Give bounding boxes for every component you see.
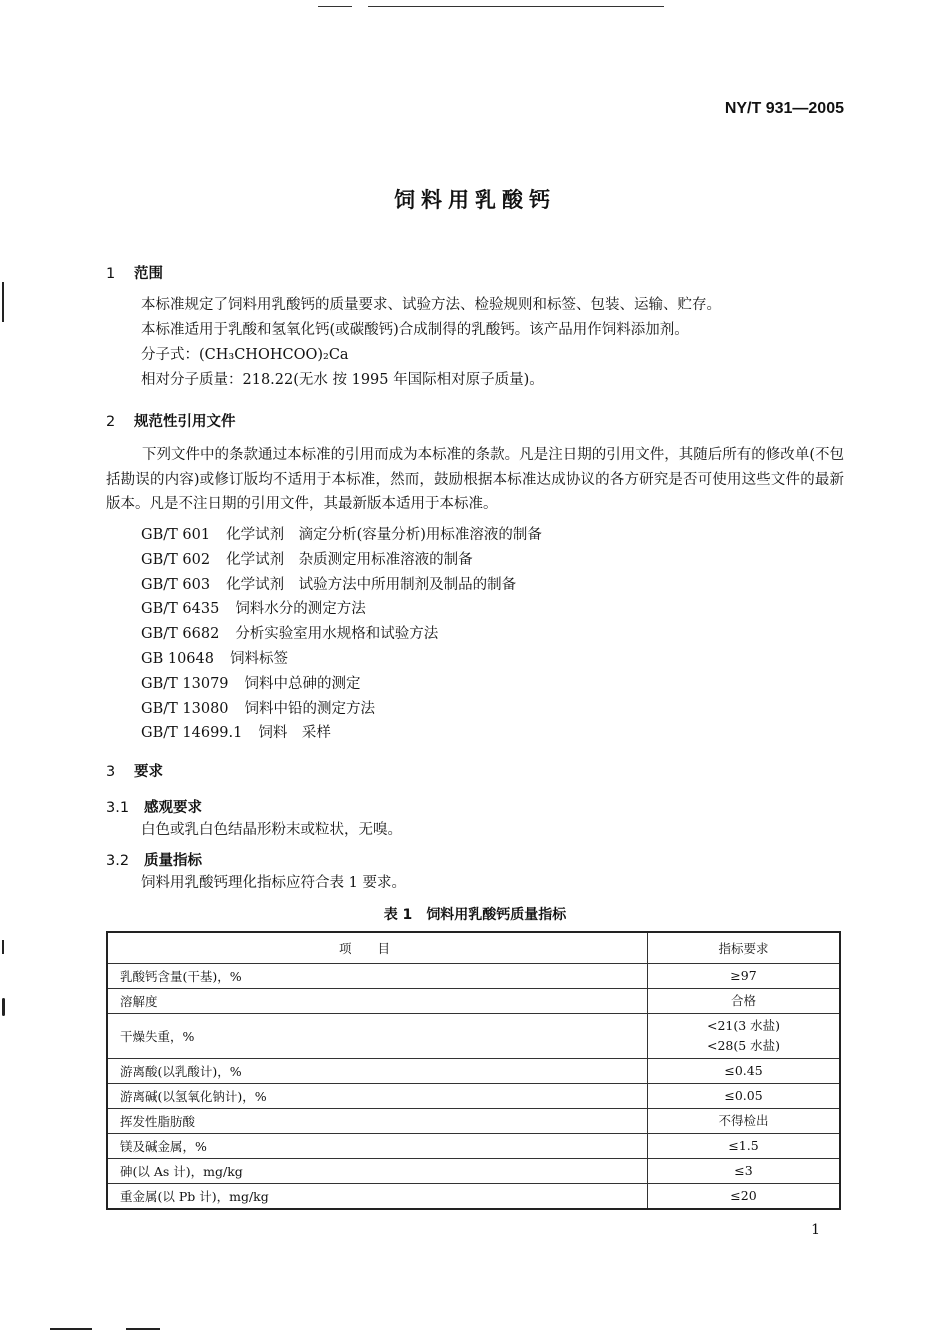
reference-list (141, 523, 542, 746)
section-title: 感观要求 (144, 800, 202, 816)
value-line: <21(3 水盐) (706, 1018, 781, 1033)
section-2-heading (106, 410, 236, 431)
value-cell: 不得检出 (648, 1109, 841, 1134)
item-cell: 重金属(以 Pb 计)，mg/kg (107, 1184, 648, 1210)
table-caption (0, 904, 950, 924)
reference-title: 饲料 采样 (258, 725, 331, 742)
reference-title: 饲料中总砷的测定 (244, 675, 361, 692)
reference-code: GB 10648 (141, 650, 214, 667)
value-cell: ≤0.45 (648, 1059, 841, 1084)
value-cell: ≤3 (648, 1159, 841, 1184)
reference-code: GB/T 13079 (141, 675, 229, 692)
reference-title: 分析实验室用水规格和试验方法 (235, 626, 439, 643)
reference-title: 化学试剂 试验方法中所用制剂及制品的制备 (226, 576, 517, 593)
item-cell: 干燥失重，% (107, 1014, 648, 1059)
section-title: 要求 (134, 764, 163, 780)
section-number: 1 (106, 266, 116, 282)
section-number: 2 (106, 414, 116, 430)
section-number: 3.1 (106, 800, 130, 816)
value-cell: ≤20 (648, 1184, 841, 1210)
reference-code: GB/T 602 (141, 551, 211, 568)
reference-item (141, 647, 542, 672)
paragraph: 饲料用乳酸钙理化指标应符合表 1 要求。 (141, 875, 406, 891)
table-row (107, 1109, 840, 1134)
reference-item (141, 573, 542, 598)
column-header-requirement: 指标要求 (648, 932, 841, 964)
value-cell: ≥97 (648, 964, 841, 989)
table-number: 表 1 (383, 907, 413, 923)
reference-item (141, 721, 542, 746)
item-cell: 溶解度 (107, 989, 648, 1014)
value-cell: ≤1.5 (648, 1134, 841, 1159)
formula: (CH₃CHOHCOO)₂Ca (199, 347, 349, 363)
table-row (107, 1134, 840, 1159)
scan-mark (2, 940, 4, 954)
table-row (107, 1014, 840, 1059)
doc-code: NY/T 931—2005 (724, 100, 844, 117)
item-cell: 挥发性脂肪酸 (107, 1109, 648, 1134)
paragraph: 本标准适用于乳酸和氢氧化钙(或碳酸钙)合成制得的乳酸钙。该产品用作饲料添加剂。 (141, 322, 689, 338)
value-cell: ≤0.05 (648, 1084, 841, 1109)
item-cell: 砷(以 As 计)，mg/kg (107, 1159, 648, 1184)
formula-label: 分子式： (141, 347, 199, 363)
paragraph: 白色或乳白色结晶形粉末或粒状，无嗅。 (141, 822, 402, 838)
section-title: 范围 (134, 266, 163, 282)
reference-title: 化学试剂 杂质测定用标准溶液的制备 (226, 551, 473, 568)
reference-item (141, 622, 542, 647)
table-header-row (107, 932, 840, 964)
reference-item (141, 672, 542, 697)
item-cell: 游离酸(以乳酸计)，% (107, 1059, 648, 1084)
section-1-heading (106, 262, 163, 283)
column-header-item: 项目 (107, 932, 648, 964)
reference-code: GB/T 6682 (141, 626, 220, 643)
reference-code: GB/T 603 (141, 576, 211, 593)
table-title: 饲料用乳酸钙质量指标 (426, 907, 567, 923)
reference-item (141, 697, 542, 722)
table-row (107, 1059, 840, 1084)
value-cell: 合格 (648, 989, 841, 1014)
section-title: 质量指标 (144, 853, 202, 869)
reference-title: 饲料标签 (229, 650, 288, 667)
table-row (107, 1159, 840, 1184)
reference-item (141, 523, 542, 548)
scan-mark (2, 282, 4, 322)
molecular-mass: 相对分子质量：218.22(无水 按 1995 年国际相对原子质量)。 (141, 372, 544, 388)
scan-mark (2, 998, 5, 1016)
formula-line (141, 343, 349, 367)
reference-title: 化学试剂 滴定分析(容量分析)用标准溶液的制备 (226, 527, 542, 543)
paragraph: 本标准规定了饲料用乳酸钙的质量要求、试验方法、检验规则和标签、包装、运输、贮存。 (141, 297, 721, 313)
top-rule-right (368, 6, 664, 7)
top-rule-left (318, 6, 352, 7)
item-cell: 游离碱(以氢氧化钠计)，% (107, 1084, 648, 1109)
value-line: <28(5 水盐) (706, 1038, 781, 1053)
section-3-1-heading (106, 796, 202, 817)
item-cell: 镁及碱金属，% (107, 1134, 648, 1159)
reference-title: 饲料水分的测定方法 (235, 601, 366, 618)
section-number: 3.2 (106, 853, 130, 869)
reference-item (141, 597, 542, 622)
section-3-2-heading (106, 849, 202, 870)
quality-table (106, 931, 841, 1210)
table-row (107, 989, 840, 1014)
value-cell (648, 1014, 841, 1059)
section-title: 规范性引用文件 (134, 414, 236, 430)
page-title: 饲料用乳酸钙 (394, 188, 556, 212)
page-number: 1 (811, 1222, 820, 1238)
reference-title: 饲料中铅的测定方法 (244, 700, 376, 717)
reference-code: GB/T 601 (141, 527, 211, 543)
references-intro: 下列文件中的条款通过本标准的引用而成为本标准的条款。凡是注日期的引用文件，其随后所有的修改单(不包括勘误的内容)或修订版均不适用于本标准，然而，鼓励根据本标准达成协议的各方研究是否可使用这些文件的最新版本。凡是不注日期的引用文件，其最新版本适用于本标准。 (106, 447, 844, 512)
table-row (107, 1084, 840, 1109)
table-row (107, 964, 840, 989)
reference-item (141, 548, 542, 573)
reference-code: GB/T 14699.1 (141, 725, 243, 742)
reference-code: GB/T 6435 (141, 601, 220, 618)
item-cell: 乳酸钙含量(干基)，% (107, 964, 648, 989)
section-3-heading (106, 760, 163, 781)
reference-code: GB/T 13080 (141, 700, 229, 717)
table-row (107, 1184, 840, 1210)
section-number: 3 (106, 764, 116, 780)
